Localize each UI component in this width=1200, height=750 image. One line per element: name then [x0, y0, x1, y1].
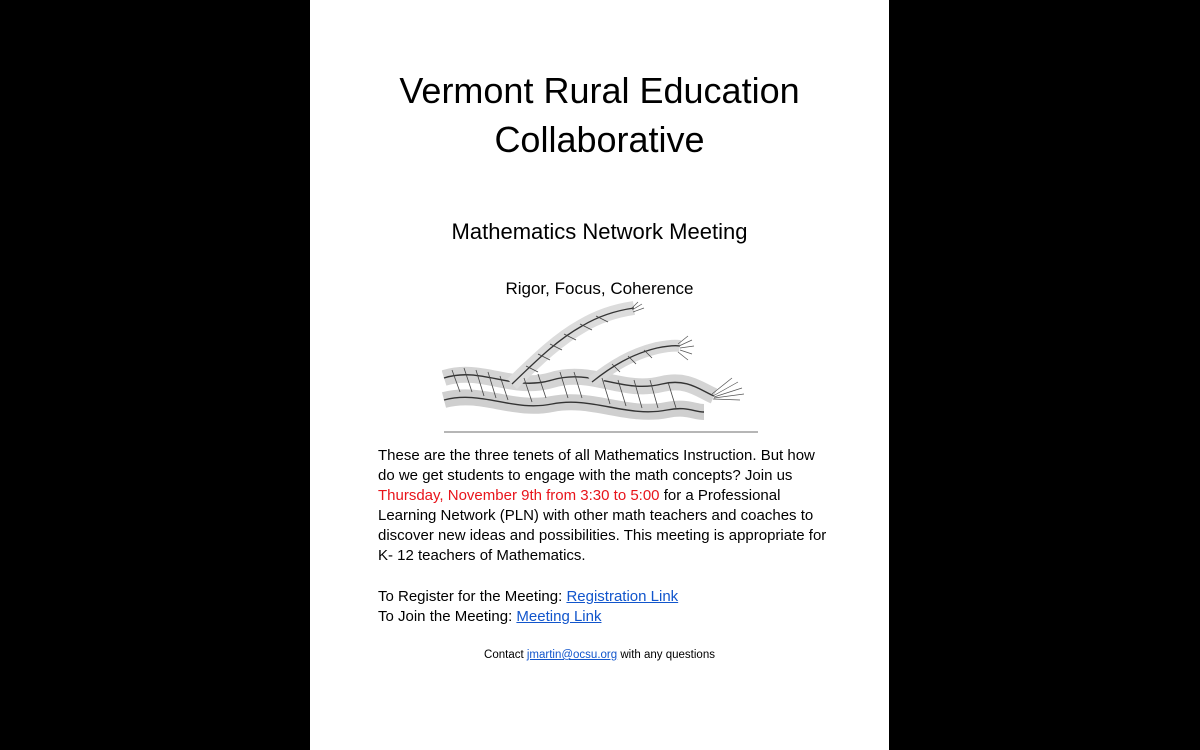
- description-paragraph: [378, 446, 828, 566]
- title-line-2: Collaborative: [494, 119, 705, 160]
- flyer-page: [310, 0, 889, 750]
- meeting-date-highlight: Thursday, November 9th from 3:30 to 5:00: [378, 487, 660, 504]
- registration-link[interactable]: Registration Link: [566, 588, 679, 605]
- contact-line: [310, 647, 889, 663]
- meeting-link[interactable]: Meeting Link: [516, 608, 602, 625]
- contact-email-link[interactable]: jmartin@ocsu.org: [526, 649, 618, 661]
- join-label: To Join the Meeting:: [378, 608, 517, 625]
- contact-suffix: with any questions: [617, 649, 715, 661]
- meeting-links: [378, 587, 828, 627]
- meeting-subtitle: Mathematics Network Meeting: [451, 219, 748, 244]
- braided-rope-illustration: [442, 300, 760, 436]
- join-row: [378, 607, 828, 627]
- register-row: [378, 587, 828, 607]
- contact-prefix: Contact: [484, 649, 527, 661]
- register-label: To Register for the Meeting:: [378, 588, 567, 605]
- description-rest: for a Professional Learning Network (PLN) with other math teachers and coaches to discover new ideas and possibilities. This meeting is appropriate for K- 12 teachers of Mathematics.: [378, 487, 827, 564]
- title-line-1: Vermont Rural Education: [399, 70, 800, 111]
- description-intro: These are the three tenets of all Mathematics Instruction. But how do we get students to engage with the math concepts? Join us: [378, 447, 815, 484]
- tagline: Rigor, Focus, Coherence: [505, 279, 694, 298]
